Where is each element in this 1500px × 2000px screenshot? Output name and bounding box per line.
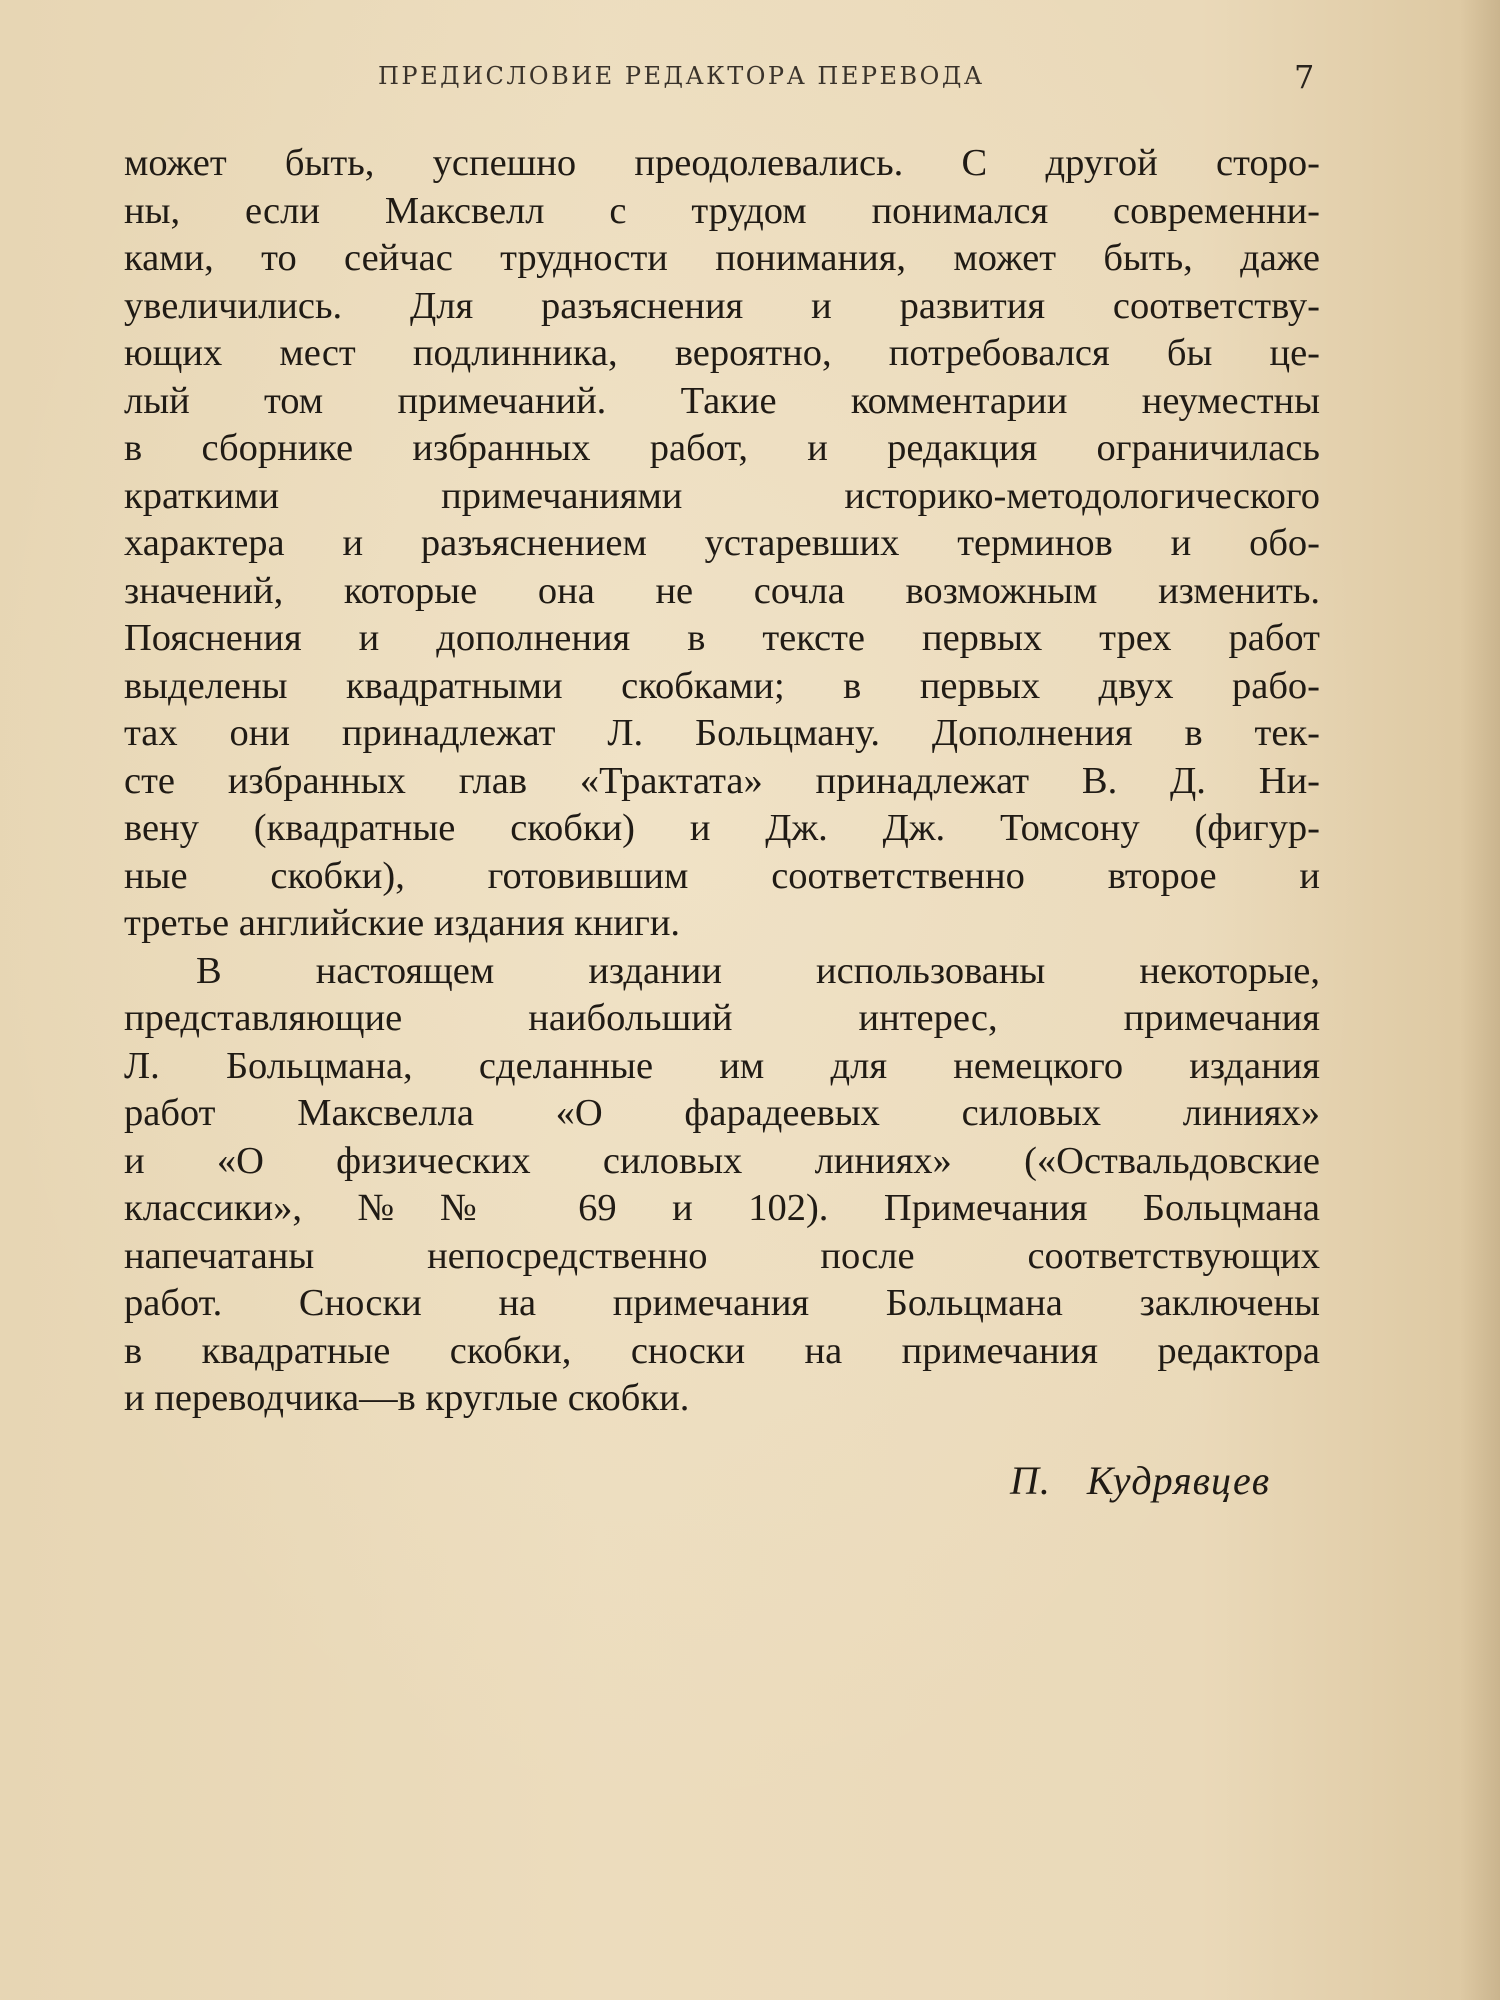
text-line: вену (квадратные скобки) и Дж. Дж. Томсону (фигур- [124,807,1320,849]
signature-initial: П. [1010,1458,1051,1503]
text-line: лый том примечаний. Такие комментарии неуместны [124,379,1320,422]
text-line: значений, которые она не сочла возможным изменить. [124,569,1320,612]
text-line: напечатаны непосредственно после соответствующих [124,1234,1320,1277]
text-line: В настоящем издании использованы некоторые, [196,949,1320,992]
text-line: представляющие наибольший интерес, примечания [124,997,1320,1039]
text-line: в квадратные скобки, сноски на примечания редактора [124,1329,1320,1372]
text-line: тах они принадлежат Л. Больцману. Дополнения в тек- [124,712,1320,754]
text-line: ные скобки), готовившим соответственно второе и [124,854,1320,897]
text-line: может быть, успешно преодолевались. С другой сторо- [124,142,1320,184]
text-line: и переводчика—в круглые скобки. [124,1377,690,1419]
text-line: увеличились. Для разъяснения и развития соответству- [124,284,1320,327]
page-number: 7 [1294,58,1315,96]
body-text [124,140,1320,1423]
text-line: краткими примечаниями историко-методологического [124,474,1320,517]
text-line: работ. Сноски на примечания Больцмана заключены [124,1282,1320,1324]
paragraph-2 [124,948,1320,1423]
text-line: выделены квадратными скобками; в первых двух рабо- [124,664,1320,707]
author-signature [1010,1457,1270,1504]
page-edge-shadow [1460,0,1500,2000]
running-head [0,58,1500,98]
text-line: ны, если Максвелл с трудом понимался современни- [124,189,1320,232]
text-line: третье английские издания книги. [124,902,681,944]
text-line: в сборнике избранных работ, и редакция ограничилась [124,427,1320,469]
text-line: Пояснения и дополнения в тексте первых трех работ [124,617,1320,659]
text-line: ками, то сейчас трудности понимания, может быть, даже [124,237,1320,279]
signature-surname: Кудрявцев [1086,1458,1271,1503]
text-line: сте избранных глав «Трактата» принадлежат В. Д. Ни- [124,759,1320,802]
paragraph-1 [124,140,1320,948]
text-line: Л. Больцмана, сделанные им для немецкого издания [124,1044,1320,1087]
text-line: классики», №№ 69 и 102). Примечания Больцмана [124,1187,1320,1229]
text-line: и «О физических силовых линиях» («Оствальдовские [124,1139,1320,1182]
running-title: ПРЕДИСЛОВИЕ РЕДАКТОРА ПЕРЕВОДА [378,62,985,90]
text-line: характера и разъяснением устаревших терминов и обо- [124,522,1320,564]
text-line: работ Максвелла «О фарадеевых силовых линиях» [124,1092,1320,1134]
text-line: ющих мест подлинника, вероятно, потребовался бы це- [124,332,1320,374]
